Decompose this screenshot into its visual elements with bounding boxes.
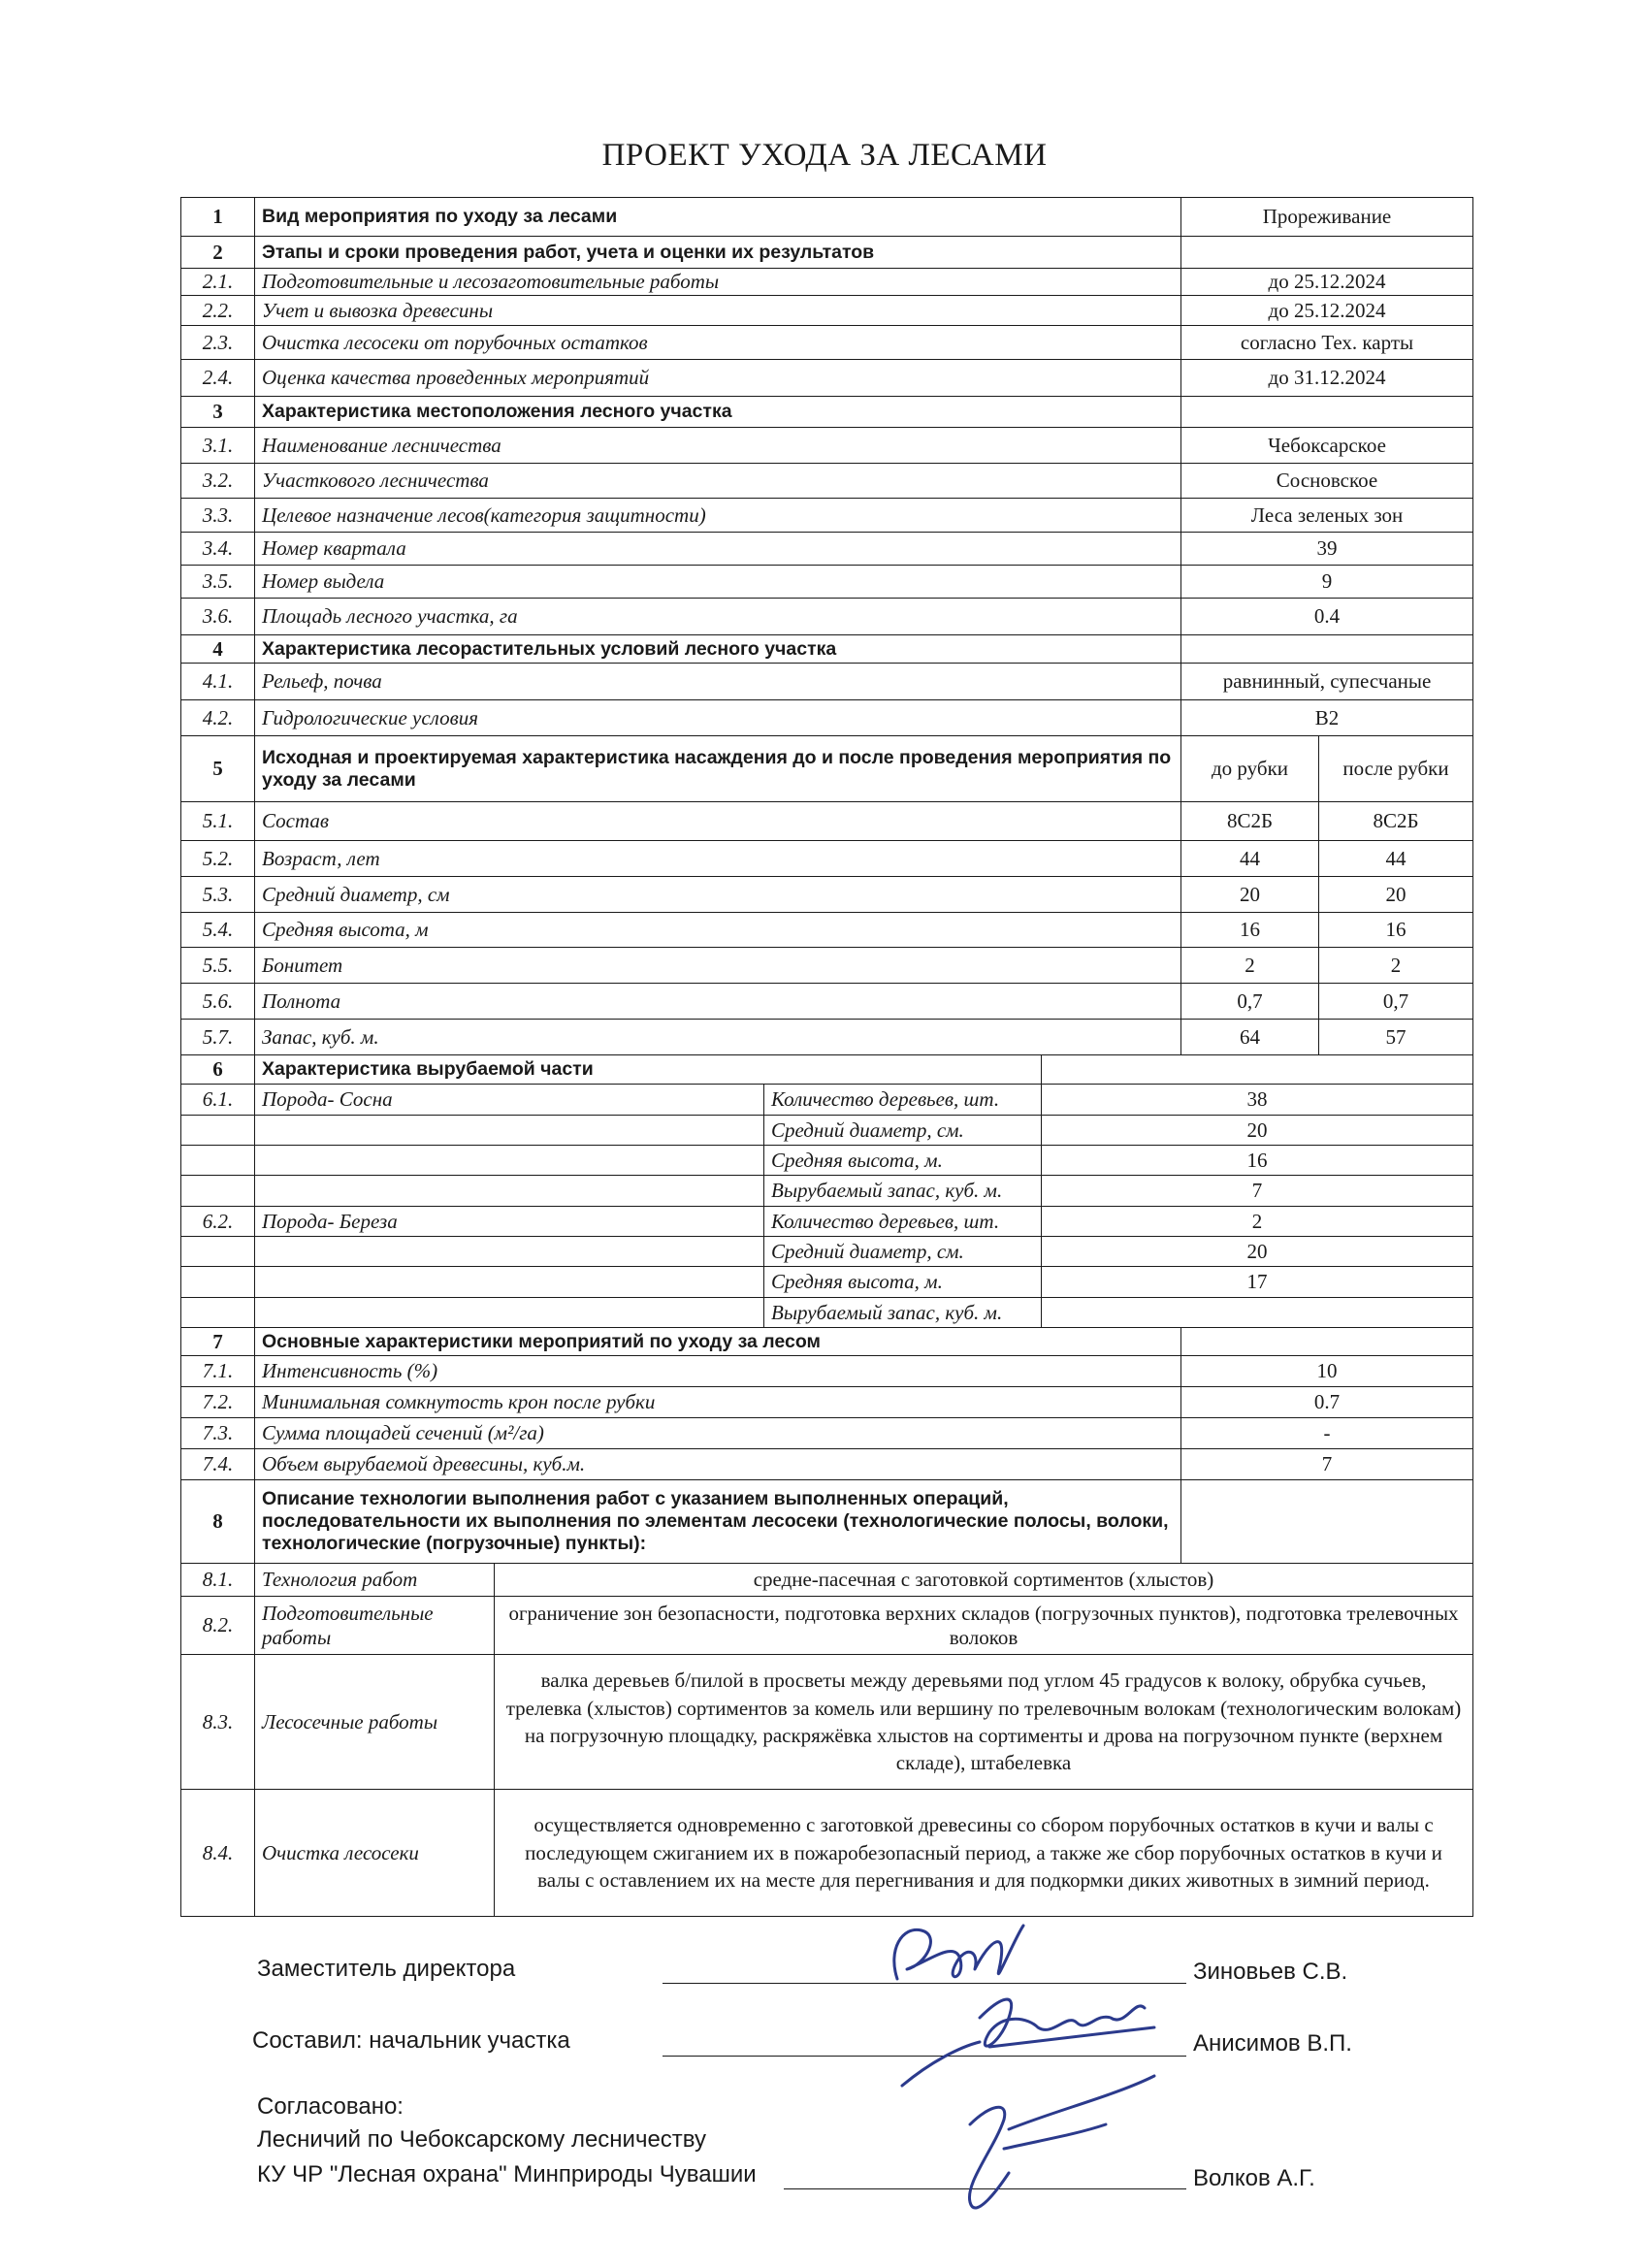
row-label: Участкового лесничества bbox=[255, 464, 1181, 499]
table-row bbox=[181, 296, 1473, 326]
forester-name: Волков А.Г. bbox=[1193, 2165, 1315, 2191]
value-before: 20 bbox=[1181, 877, 1319, 913]
row-label: Возраст, лет bbox=[255, 841, 1181, 877]
table-row bbox=[181, 360, 1473, 397]
table-row bbox=[181, 664, 1473, 700]
cell-value: Чебоксарское bbox=[1181, 428, 1473, 464]
cell-value: ограничение зон безопасности, подготовка верхних складов (погрузочных пунктов), подготовка трелевочных волоков bbox=[495, 1597, 1473, 1655]
row-number: 7.1. bbox=[181, 1356, 255, 1387]
cell-value: 2 bbox=[1042, 1207, 1473, 1237]
deputy-director-label: Заместитель директора bbox=[257, 1956, 516, 1982]
row-number: 7.4. bbox=[181, 1449, 255, 1480]
cell-value: 20 bbox=[1042, 1116, 1473, 1146]
empty-value bbox=[1181, 1480, 1473, 1564]
row-number: 8.2. bbox=[181, 1597, 255, 1655]
page-title: ПРОЕКТ УХОДА ЗА ЛЕСАМИ bbox=[601, 138, 1048, 173]
section-8-row bbox=[181, 1480, 1473, 1564]
row-label: Средняя высота, м. bbox=[764, 1267, 1042, 1298]
row-label: Очистка лесосеки bbox=[255, 1790, 495, 1917]
species-label: Порода- Сосна bbox=[255, 1085, 764, 1116]
table-row bbox=[181, 1116, 1473, 1146]
row-number: 3.4. bbox=[181, 533, 255, 566]
table-row bbox=[181, 1267, 1473, 1298]
row-label: Полнота bbox=[255, 984, 1181, 1020]
row-number: 5.6. bbox=[181, 984, 255, 1020]
section-heading: Вид мероприятия по уходу за лесами bbox=[255, 198, 1181, 237]
cell-value: Сосновское bbox=[1181, 464, 1473, 499]
table-row bbox=[181, 1655, 1473, 1790]
cell-value: 0.4 bbox=[1181, 599, 1473, 635]
table-row bbox=[181, 1146, 1473, 1176]
section-2-row bbox=[181, 237, 1473, 269]
row-label: Средняя высота, м. bbox=[764, 1146, 1042, 1176]
row-label: Номер квартала bbox=[255, 533, 1181, 566]
empty-cell bbox=[255, 1237, 764, 1267]
row-number: 5.3. bbox=[181, 877, 255, 913]
species-label: Порода- Береза bbox=[255, 1207, 764, 1237]
table-row bbox=[181, 566, 1473, 599]
row-number: 8 bbox=[181, 1480, 255, 1564]
value-after: 44 bbox=[1319, 841, 1473, 877]
section-6-row bbox=[181, 1055, 1473, 1085]
table-row bbox=[181, 1176, 1473, 1207]
cell-value: Леса зеленых зон bbox=[1181, 499, 1473, 533]
cell-value: валка деревьев б/пилой в просветы между деревьями под углом 45 градусов к волоку, обрубка сучьев, трелевка (хлыстов) сортиментов за комель или вершину по трелевочным волокам (технологическим волокам) на погрузочную площадку, раскряжёвка хлыстов на сортименты и дрова на погрузочном пункте (верхнем складе), штабелевка bbox=[495, 1655, 1473, 1790]
table-row bbox=[181, 913, 1473, 948]
empty-cell bbox=[255, 1267, 764, 1298]
table-row bbox=[181, 1356, 1473, 1387]
value-before: 16 bbox=[1181, 913, 1319, 948]
row-number: 7.3. bbox=[181, 1418, 255, 1449]
section-heading: Характеристика местоположения лесного участка bbox=[255, 397, 1181, 428]
row-number: 5 bbox=[181, 736, 255, 802]
table-row bbox=[181, 984, 1473, 1020]
value-before: 8С2Б bbox=[1181, 802, 1319, 841]
empty-cell bbox=[181, 1116, 255, 1146]
section-heading: Описание технологии выполнения работ с указанием выполненных операций, последовательности их выполнения по элементам лесосеки (технологические полосы, волоки, технологические (погрузочные) пункты): bbox=[255, 1480, 1181, 1564]
row-number: 4.2. bbox=[181, 700, 255, 736]
cell-value: - bbox=[1181, 1418, 1473, 1449]
row-number: 5.5. bbox=[181, 948, 255, 984]
compiled-by-label: Составил: начальник участка bbox=[252, 2027, 570, 2054]
cell-value: 20 bbox=[1042, 1237, 1473, 1267]
table-row bbox=[181, 499, 1473, 533]
signature-rule bbox=[784, 2188, 1186, 2189]
section-3-row bbox=[181, 397, 1473, 428]
row-label: Вырубаемый запас, куб. м. bbox=[764, 1298, 1042, 1328]
col-before-header: до рубки bbox=[1181, 736, 1319, 802]
table-row bbox=[181, 1790, 1473, 1917]
cell-value: до 31.12.2024 bbox=[1181, 360, 1473, 397]
table-row bbox=[181, 841, 1473, 877]
table-row bbox=[181, 533, 1473, 566]
table-row bbox=[181, 948, 1473, 984]
cell-value: согласно Тех. карты bbox=[1181, 326, 1473, 360]
row-number: 6.1. bbox=[181, 1085, 255, 1116]
row-number: 2.3. bbox=[181, 326, 255, 360]
table-row bbox=[181, 700, 1473, 736]
table-row bbox=[181, 1387, 1473, 1418]
section-heading: Этапы и сроки проведения работ, учета и оценки их результатов bbox=[255, 237, 1181, 269]
cell-value: 10 bbox=[1181, 1356, 1473, 1387]
table-row bbox=[181, 1207, 1473, 1237]
value-before: 0,7 bbox=[1181, 984, 1319, 1020]
cell-value: 38 bbox=[1042, 1085, 1473, 1116]
value-after: 16 bbox=[1319, 913, 1473, 948]
care-project-table bbox=[180, 197, 1472, 1917]
signature-rule bbox=[663, 1983, 1186, 1984]
section-1-row bbox=[181, 198, 1473, 237]
row-label: Очистка лесосеки от порубочных остатков bbox=[255, 326, 1181, 360]
row-number: 2 bbox=[181, 237, 255, 269]
empty-cell bbox=[181, 1237, 255, 1267]
table-row bbox=[181, 1237, 1473, 1267]
row-label: Состав bbox=[255, 802, 1181, 841]
row-label: Минимальная сомкнутость крон после рубки bbox=[255, 1387, 1181, 1418]
row-label: Средний диаметр, см. bbox=[764, 1116, 1042, 1146]
value-before: 2 bbox=[1181, 948, 1319, 984]
empty-value bbox=[1181, 237, 1473, 269]
row-label: Подготовительные работы bbox=[255, 1597, 495, 1655]
empty-cell bbox=[255, 1176, 764, 1207]
value-after: 2 bbox=[1319, 948, 1473, 984]
row-label: Средняя высота, м bbox=[255, 913, 1181, 948]
cell-value: до 25.12.2024 bbox=[1181, 296, 1473, 326]
row-number: 5.1. bbox=[181, 802, 255, 841]
row-label: Целевое назначение лесов(категория защитности) bbox=[255, 499, 1181, 533]
row-label: Лесосечные работы bbox=[255, 1655, 495, 1790]
row-number: 7.2. bbox=[181, 1387, 255, 1418]
row-label: Подготовительные и лесозаготовительные работы bbox=[255, 269, 1181, 296]
row-number: 1 bbox=[181, 198, 255, 237]
row-number: 4.1. bbox=[181, 664, 255, 700]
row-number: 3 bbox=[181, 397, 255, 428]
cell-value: средне-пасечная с заготовкой сортиментов (хлыстов) bbox=[495, 1564, 1473, 1597]
row-label: Технология работ bbox=[255, 1564, 495, 1597]
col-after-header: после рубки bbox=[1319, 736, 1473, 802]
row-label: Запас, куб. м. bbox=[255, 1020, 1181, 1055]
row-number: 3.5. bbox=[181, 566, 255, 599]
row-number: 5.2. bbox=[181, 841, 255, 877]
row-label: Средний диаметр, см. bbox=[764, 1237, 1042, 1267]
row-number: 2.2. bbox=[181, 296, 255, 326]
row-number: 6.2. bbox=[181, 1207, 255, 1237]
empty-value bbox=[1181, 397, 1473, 428]
table-row bbox=[181, 1418, 1473, 1449]
row-label: Оценка качества проведенных мероприятий bbox=[255, 360, 1181, 397]
table-row bbox=[181, 1020, 1473, 1055]
section-5-row bbox=[181, 736, 1473, 802]
empty-cell bbox=[181, 1146, 255, 1176]
cell-value: 16 bbox=[1042, 1146, 1473, 1176]
table-row bbox=[181, 1564, 1473, 1597]
table-row bbox=[181, 1597, 1473, 1655]
forester-line-1: Лесничий по Чебоксарскому лесничеству bbox=[257, 2126, 707, 2153]
section-heading: Основные характеристики мероприятий по уходу за лесом bbox=[255, 1328, 1181, 1356]
value-after: 20 bbox=[1319, 877, 1473, 913]
row-label: Количество деревьев, шт. bbox=[764, 1207, 1042, 1237]
row-number: 3.3. bbox=[181, 499, 255, 533]
table-row bbox=[181, 1298, 1473, 1328]
cell-value: 7 bbox=[1042, 1176, 1473, 1207]
table-row bbox=[181, 269, 1473, 296]
row-label: Наименование лесничества bbox=[255, 428, 1181, 464]
section-heading: Исходная и проектируемая характеристика насаждения до и после проведения мероприятия по уходу за лесами bbox=[255, 736, 1181, 802]
section-4-row bbox=[181, 635, 1473, 664]
cell-value: Прореживание bbox=[1181, 198, 1473, 237]
row-label: Номер выдела bbox=[255, 566, 1181, 599]
cell-value: 7 bbox=[1181, 1449, 1473, 1480]
row-number: 6 bbox=[181, 1055, 255, 1085]
cell-value: 0.7 bbox=[1181, 1387, 1473, 1418]
row-number: 5.7. bbox=[181, 1020, 255, 1055]
row-label: Бонитет bbox=[255, 948, 1181, 984]
cell-value: В2 bbox=[1181, 700, 1473, 736]
row-label: Объем вырубаемой древесины, куб.м. bbox=[255, 1449, 1181, 1480]
table-row bbox=[181, 877, 1473, 913]
row-label: Гидрологические условия bbox=[255, 700, 1181, 736]
empty-value bbox=[1181, 635, 1473, 664]
empty-value bbox=[1042, 1055, 1473, 1085]
row-number: 8.3. bbox=[181, 1655, 255, 1790]
row-number: 3.6. bbox=[181, 599, 255, 635]
row-number: 3.2. bbox=[181, 464, 255, 499]
empty-cell bbox=[181, 1176, 255, 1207]
row-label: Количество деревьев, шт. bbox=[764, 1085, 1042, 1116]
value-after: 0,7 bbox=[1319, 984, 1473, 1020]
empty-cell bbox=[181, 1267, 255, 1298]
deputy-director-name: Зиновьев С.В. bbox=[1193, 1959, 1348, 1985]
cell-value: до 25.12.2024 bbox=[1181, 269, 1473, 296]
signature-zinovyev bbox=[894, 1926, 1023, 1979]
section-heading: Характеристика вырубаемой части bbox=[255, 1055, 1042, 1085]
signature-rule bbox=[663, 2056, 1186, 2057]
table-row bbox=[181, 326, 1473, 360]
empty-cell bbox=[255, 1116, 764, 1146]
compiled-by-name: Анисимов В.П. bbox=[1193, 2030, 1352, 2057]
row-label: Вырубаемый запас, куб. м. bbox=[764, 1176, 1042, 1207]
cell-value: 39 bbox=[1181, 533, 1473, 566]
forester-line-2: КУ ЧР "Лесная охрана" Минприроды Чувашии bbox=[257, 2161, 757, 2187]
row-label: Интенсивность (%) bbox=[255, 1356, 1181, 1387]
row-label: Учет и вывозка древесины bbox=[255, 296, 1181, 326]
value-before: 44 bbox=[1181, 841, 1319, 877]
signature-anisimov bbox=[902, 1999, 1154, 2086]
empty-cell bbox=[255, 1146, 764, 1176]
row-number: 2.1. bbox=[181, 269, 255, 296]
row-number: 8.4. bbox=[181, 1790, 255, 1917]
cell-value bbox=[1042, 1298, 1473, 1328]
row-number: 4 bbox=[181, 635, 255, 664]
table-row bbox=[181, 464, 1473, 499]
table-row bbox=[181, 1085, 1473, 1116]
section-7-row bbox=[181, 1328, 1473, 1356]
cell-value: осуществляется одновременно с заготовкой древесины со сбором порубочных остатков в кучи и валы с последующем сжиганием их в пожаробезопасный период, а также же сбор порубочных остатков в кучи и валы с оставлением их на месте для перегнивания и для подкормки диких животных в зимний период. bbox=[495, 1790, 1473, 1917]
value-before: 64 bbox=[1181, 1020, 1319, 1055]
row-number: 3.1. bbox=[181, 428, 255, 464]
row-number: 2.4. bbox=[181, 360, 255, 397]
row-number: 7 bbox=[181, 1328, 255, 1356]
row-label: Площадь лесного участка, га bbox=[255, 599, 1181, 635]
cell-value: 9 bbox=[1181, 566, 1473, 599]
empty-cell bbox=[255, 1298, 764, 1328]
row-label: Рельеф, почва bbox=[255, 664, 1181, 700]
table-row bbox=[181, 599, 1473, 635]
value-after: 8С2Б bbox=[1319, 802, 1473, 841]
empty-cell bbox=[181, 1298, 255, 1328]
cell-value: равнинный, супесчаные bbox=[1181, 664, 1473, 700]
table-row bbox=[181, 802, 1473, 841]
table-row bbox=[181, 428, 1473, 464]
section-heading: Характеристика лесорастительных условий лесного участка bbox=[255, 635, 1181, 664]
row-number: 8.1. bbox=[181, 1564, 255, 1597]
empty-value bbox=[1181, 1328, 1473, 1356]
agreed-label: Согласовано: bbox=[257, 2093, 404, 2120]
cell-value: 17 bbox=[1042, 1267, 1473, 1298]
value-after: 57 bbox=[1319, 1020, 1473, 1055]
table-row bbox=[181, 1449, 1473, 1480]
row-label: Средний диаметр, см bbox=[255, 877, 1181, 913]
row-number: 5.4. bbox=[181, 913, 255, 948]
row-label: Сумма площадей сечений (м²/га) bbox=[255, 1418, 1181, 1449]
